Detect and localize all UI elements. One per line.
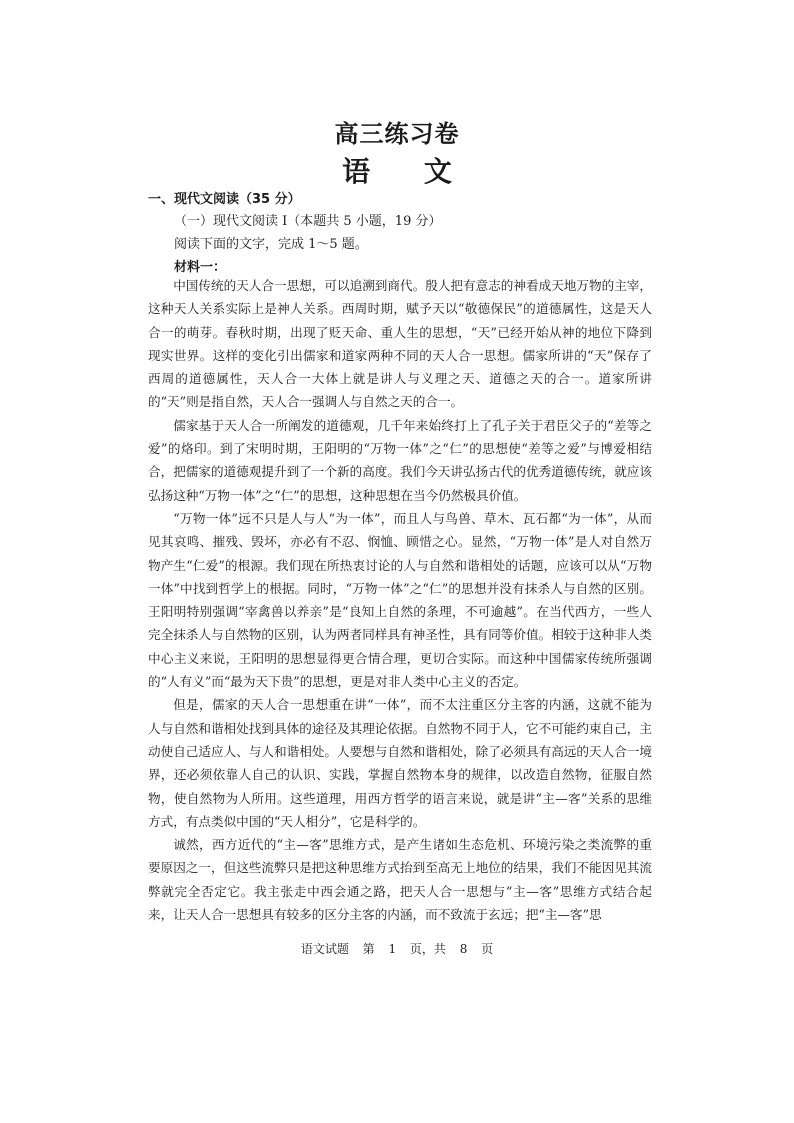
section-heading: 一、现代文阅读（35 分）	[148, 192, 301, 207]
subsection-heading: （一）现代文阅读 I（本题共 5 小题，19 分）	[174, 214, 442, 229]
subject-title: 语 文	[342, 155, 474, 188]
exam-title: 高三练习卷	[334, 120, 460, 148]
page-footer: 语文试题 第 1 页，共 8 页	[300, 942, 494, 956]
paragraph-1: 中国传统的天人合一思想，可以追溯到商代。殷人把有意志的神看成天地万物的主宰，这种天人关系实际上是神人关系。西周时期，赋予天以“敬德保民”的道德属性，这是天人合一的萌芽。春秋时期，出现了贬天命、重人生的思想，“天”已经开始从神的地位下降到现实世界。这样的变化引出儒家和道家两种不同的天人合一思想。儒家所讲的“天”保存了西周的道德属性，天人合一大体上就是讲人与义理之天、道德之天的合一。道家所讲的“天”则是指自然，天人合一强调人与自然之天的合一。	[148, 278, 652, 410]
reading-instruction: 阅读下面的文字，完成 1～5 题。	[174, 237, 368, 252]
reading-passage	[148, 274, 652, 926]
paragraph-5: 诚然，西方近代的“主—客”思维方式，是产生诸如生态危机、环境污染之类流弊的重要原因之一，但这些流弊只是把这种思维方式抬到至高无上地位的结果，我们不能因见其流弊就完全否定它。我主张走中西会通之路，把天人合一思想与“主—客”思维方式结合起来，让天人合一思想具有较多的区分主客的内涵，而不致流于玄远；把“主—客”思	[148, 837, 652, 923]
material-label: 材料一：	[174, 260, 227, 275]
paragraph-2: 儒家基于天人合一所阐发的道德观，几千年来始终打上了孔子关于君臣父子的“差等之爱”的烙印。到了宋明时期，王阳明的“万物一体”之“仁”的思想使“差等之爱”与博爱相结合，把儒家的道德观提升到了一个新的高度。我们今天讲弘扬古代的优秀道德传统，就应该弘扬这种“万物一体”之“仁”的思想，这种思想在当今仍然极具价值。	[148, 417, 652, 503]
paragraph-3: “万物一体”远不只是人与人“为一体”，而且人与鸟兽、草木、瓦石都“为一体”，从而见其哀鸣、摧残、毁坏，亦必有不忍、悯恤、顾惜之心。显然，“万物一体”是人对自然万物产生“仁爱”的根源。我们现在所热衷讨论的人与自然和谐相处的话题，应该可以从“万物一体”中找到哲学上的根据。同时，“万物一体”之“仁”的思想并没有抹杀人与自然的区别。王阳明特别强调“宰禽兽以养亲”是“良知上自然的条理，不可逾越”。在当代西方，一些人完全抹杀人与自然物的区别，认为两者同样具有神圣性，具有同等价值。相较于这种非人类中心主义来说，王阳明的思想显得更合情合理，更切合实际。而这种中国儒家传统所强调的“人有义”而“最为天下贵”的思想，更是对非人类中心主义的否定。	[148, 510, 652, 690]
paragraph-4: 但是，儒家的天人合一思想重在讲“一体”，而不太注重区分主客的内涵，这就不能为人与自然和谐相处找到具体的途径及其理论依据。自然物不同于人，它不可能约束自己，主动使自己适应人、与人和谐相处。人要想与自然和谐相处，除了必须具有高远的天人合一境界，还必须依靠人自己的认识、实践，掌握自然物本身的规律，以改造自然物，征服自然物，使自然物为人所用。这些道理，用西方哲学的语言来说，就是讲“主—客”关系的思维方式，有点类似中国的“天人相分”，它是科学的。	[148, 697, 652, 829]
